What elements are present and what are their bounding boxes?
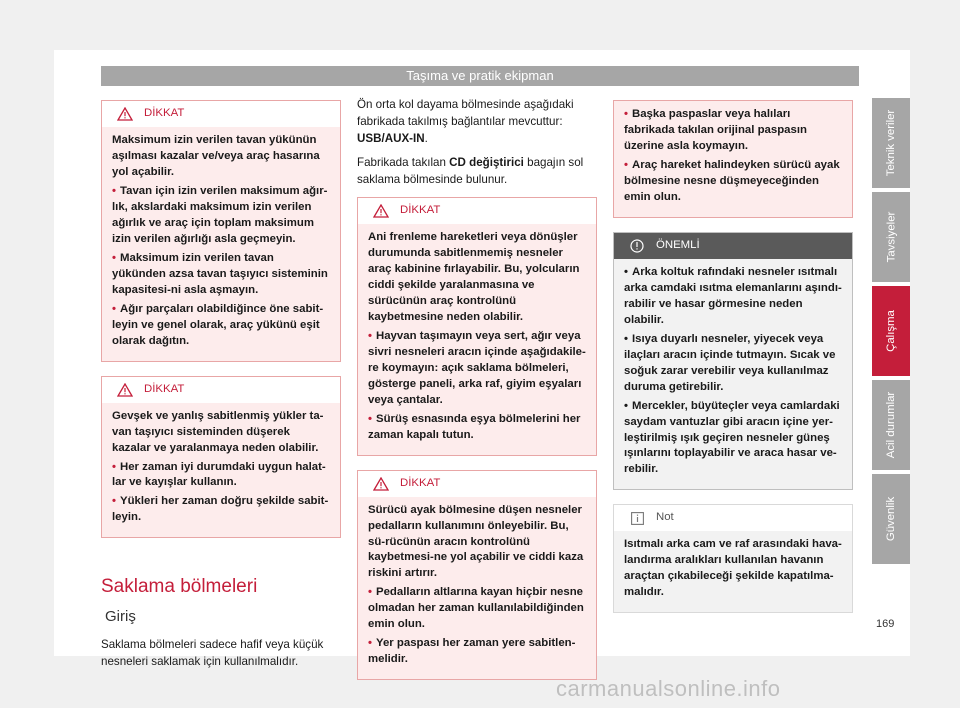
important-body: [614, 259, 852, 490]
warning-label: DİKKAT: [144, 107, 185, 120]
column-left: [101, 100, 341, 671]
bullet-icon: •: [368, 412, 372, 425]
list-item: • Maksimum izin verilen tavan yükünden azsa tavan taşıyıcı sisteminin kapasitesi-ni asla aşmayın.: [112, 251, 328, 296]
bullet-icon: •: [624, 108, 628, 120]
cd-changer-label: CD değiştirici: [449, 156, 524, 170]
column-middle: [357, 97, 597, 694]
warning-intro: Ani frenleme hareketleri veya dönüşler durumunda sabitlenmemiş nesneler araç kabinine fırlayabilir. Bu, yolcuların ciddi şekilde yaralanmasına ve sürücünün araç kontrolünü kaybetmesine neden olabilir.: [368, 230, 580, 323]
warning-triangle-icon: [372, 476, 390, 492]
bullet-icon: •: [112, 495, 116, 508]
warning-body: [102, 403, 340, 538]
warning-intro: Gevşek ve yanlış sabitlenmiş yükler ta-van taşıyıcı sisteminden düşerek kazalar ve yaralanmaya neden olabilir.: [112, 409, 324, 454]
list-item: • Ağır parçaları olabildiğince öne sabit-leyin ve genel olarak, araç yükünü eşit olarak dağıtın.: [112, 302, 324, 347]
list-item: • Pedalların altlarına kayan hiçbir nesne olmadan her zaman kullanılabildiğinden emin olun.: [368, 586, 584, 631]
warning-body: [358, 224, 596, 455]
note-label: Not: [656, 511, 674, 524]
page-number: 169: [876, 618, 895, 630]
list-item: • Başka paspaslar veya halıları fabrikada takılan orijinal paspasın üzerine asla koymayın.: [624, 108, 807, 152]
important-box: [613, 232, 853, 491]
warning-body: [614, 101, 852, 217]
body-text: Saklama bölmeleri sadece hafif veya küçük nesneleri saklamak için kullanılmalıdır.: [101, 638, 324, 669]
section-title: Saklama bölmeleri: [101, 576, 258, 598]
note-text: Isıtmalı arka cam ve raf arasındaki hava-landırma aralıkları kullanılan havanın araçtan çıkabileceği şekilde kapatılma-malıdır.: [624, 538, 842, 599]
tab-tavsiyeler[interactable]: Tavsiyeler: [872, 192, 910, 282]
note-info-icon: [628, 510, 646, 526]
list-item: • Yükleri her zaman doğru şekilde sabit-leyin.: [112, 495, 329, 524]
warning-box: [357, 470, 597, 681]
paragraph-connections: Ön orta kol dayama bölmesinde aşağıdaki fabrikada takılmış bağlantılar mevcuttur: USB/AUX-IN.: [357, 98, 574, 145]
tab-teknik-veriler[interactable]: Teknik veriler: [872, 98, 910, 188]
important-label: ÖNEMLİ: [656, 238, 700, 251]
list-item: • Mercekler, büyüteçler veya camlardaki saydam vantuzlar gibi aracın içine yer-leştirilmiş ışık geçiren nesneler güneş ışınlarını toplayabilir ve araca hasar ve-rebilir.: [624, 399, 840, 476]
list-item: • Isıya duyarlı nesneler, yiyecek veya ilaçları aracın içinde tutmayın. Sıcak ve soğuk zarar verebilir veya kullanılmaz duruma getirebilir.: [624, 332, 836, 393]
note-box: [613, 504, 853, 613]
list-item: • Arka koltuk rafındaki nesneler ısıtmalı arka camdaki ısıtma elemanlarını aşındı-rabilir ve hasar görmesine neden olabilir.: [624, 265, 842, 326]
list-item: • Tavan için izin verilen maksimum ağır-lık, akslardaki maksimum izin verilen ağırlık ve araç için toplam maksimum izin verilen ağırlığı asla geçmeyin.: [112, 184, 328, 245]
list-item: • Yer paspası her zaman yere sabitlen-melidir.: [368, 637, 576, 666]
warning-triangle-icon: [116, 382, 134, 398]
warning-label: DİKKAT: [144, 382, 185, 395]
note-header: [614, 505, 852, 531]
tab-guvenlik[interactable]: Güvenlik: [872, 474, 910, 564]
warning-body: [358, 497, 596, 680]
bullet-icon: •: [112, 251, 116, 264]
bullet-icon: •: [624, 399, 628, 412]
column-right: [613, 100, 853, 627]
bullet-icon: •: [368, 329, 372, 342]
bullet-icon: •: [368, 586, 372, 599]
warning-header: [358, 198, 596, 224]
warning-box: [357, 197, 597, 456]
list-item: • Her zaman iyi durumdaki uygun halat-lar ve kayışlar kullanın.: [112, 460, 326, 489]
warning-header: [102, 377, 340, 403]
warning-box: [101, 376, 341, 539]
chapter-tabs: [872, 98, 910, 568]
warning-intro: Maksimum izin verilen tavan yükünün aşılması kazalar ve/veya araç hasarına yol açabilir.: [112, 134, 320, 178]
warning-body: [102, 127, 340, 361]
tab-acil-durumlar[interactable]: Acil durumlar: [872, 380, 910, 470]
warning-triangle-icon: [116, 106, 134, 122]
note-body: [614, 531, 852, 612]
warning-label: DİKKAT: [400, 204, 441, 216]
tab-calisma[interactable]: Çalışma: [872, 286, 910, 376]
bullet-icon: •: [624, 158, 628, 171]
warning-header: [102, 101, 340, 127]
bullet-icon: •: [624, 332, 628, 345]
paragraph-cd-changer: Fabrikada takılan CD değiştirici bagajın sol saklama bölmesinde bulunur.: [357, 156, 584, 187]
watermark: carmanualsonline.info: [556, 676, 781, 701]
important-header: [614, 233, 852, 259]
bullet-icon: •: [112, 460, 116, 473]
warning-label: DİKKAT: [400, 476, 441, 489]
warning-triangle-icon: [372, 203, 390, 219]
list-item: • Sürüş esnasında eşya bölmelerini her zaman kapalı tutun.: [368, 412, 581, 441]
page-header: Taşıma ve pratik ekipman: [101, 66, 859, 86]
bullet-icon: •: [112, 184, 116, 197]
warning-header: [358, 471, 596, 497]
section-subtitle: Giriş: [105, 608, 136, 626]
bullet-icon: •: [624, 265, 628, 278]
info-circle-icon: [628, 238, 646, 254]
usb-aux-label: USB/AUX-IN: [357, 131, 425, 145]
list-item: • Araç hareket halindeyken sürücü ayak bölmesine nesne düşmeyeceğinden emin olun.: [624, 158, 840, 203]
warning-intro: Sürücü ayak bölmesine düşen nesneler pedalların kullanımını önleyebilir. Bu, sü-rücünün aracın kontrolünü kaybetmesi-ne yol açabilir ve ciddi kaza riskini artırır.: [368, 503, 584, 580]
warning-box: [101, 100, 341, 362]
warning-box-continued: [613, 100, 853, 218]
list-item: • Hayvan taşımayın veya sert, ağır veya sivri nesneleri aracın içinde aşağıdakile-re koymayın: açık saklama bölmeleri, gösterge paneli, arka raf, giyim eşyaları veya çantalar.: [368, 329, 586, 406]
bullet-icon: •: [112, 302, 116, 315]
bullet-icon: •: [368, 637, 372, 650]
